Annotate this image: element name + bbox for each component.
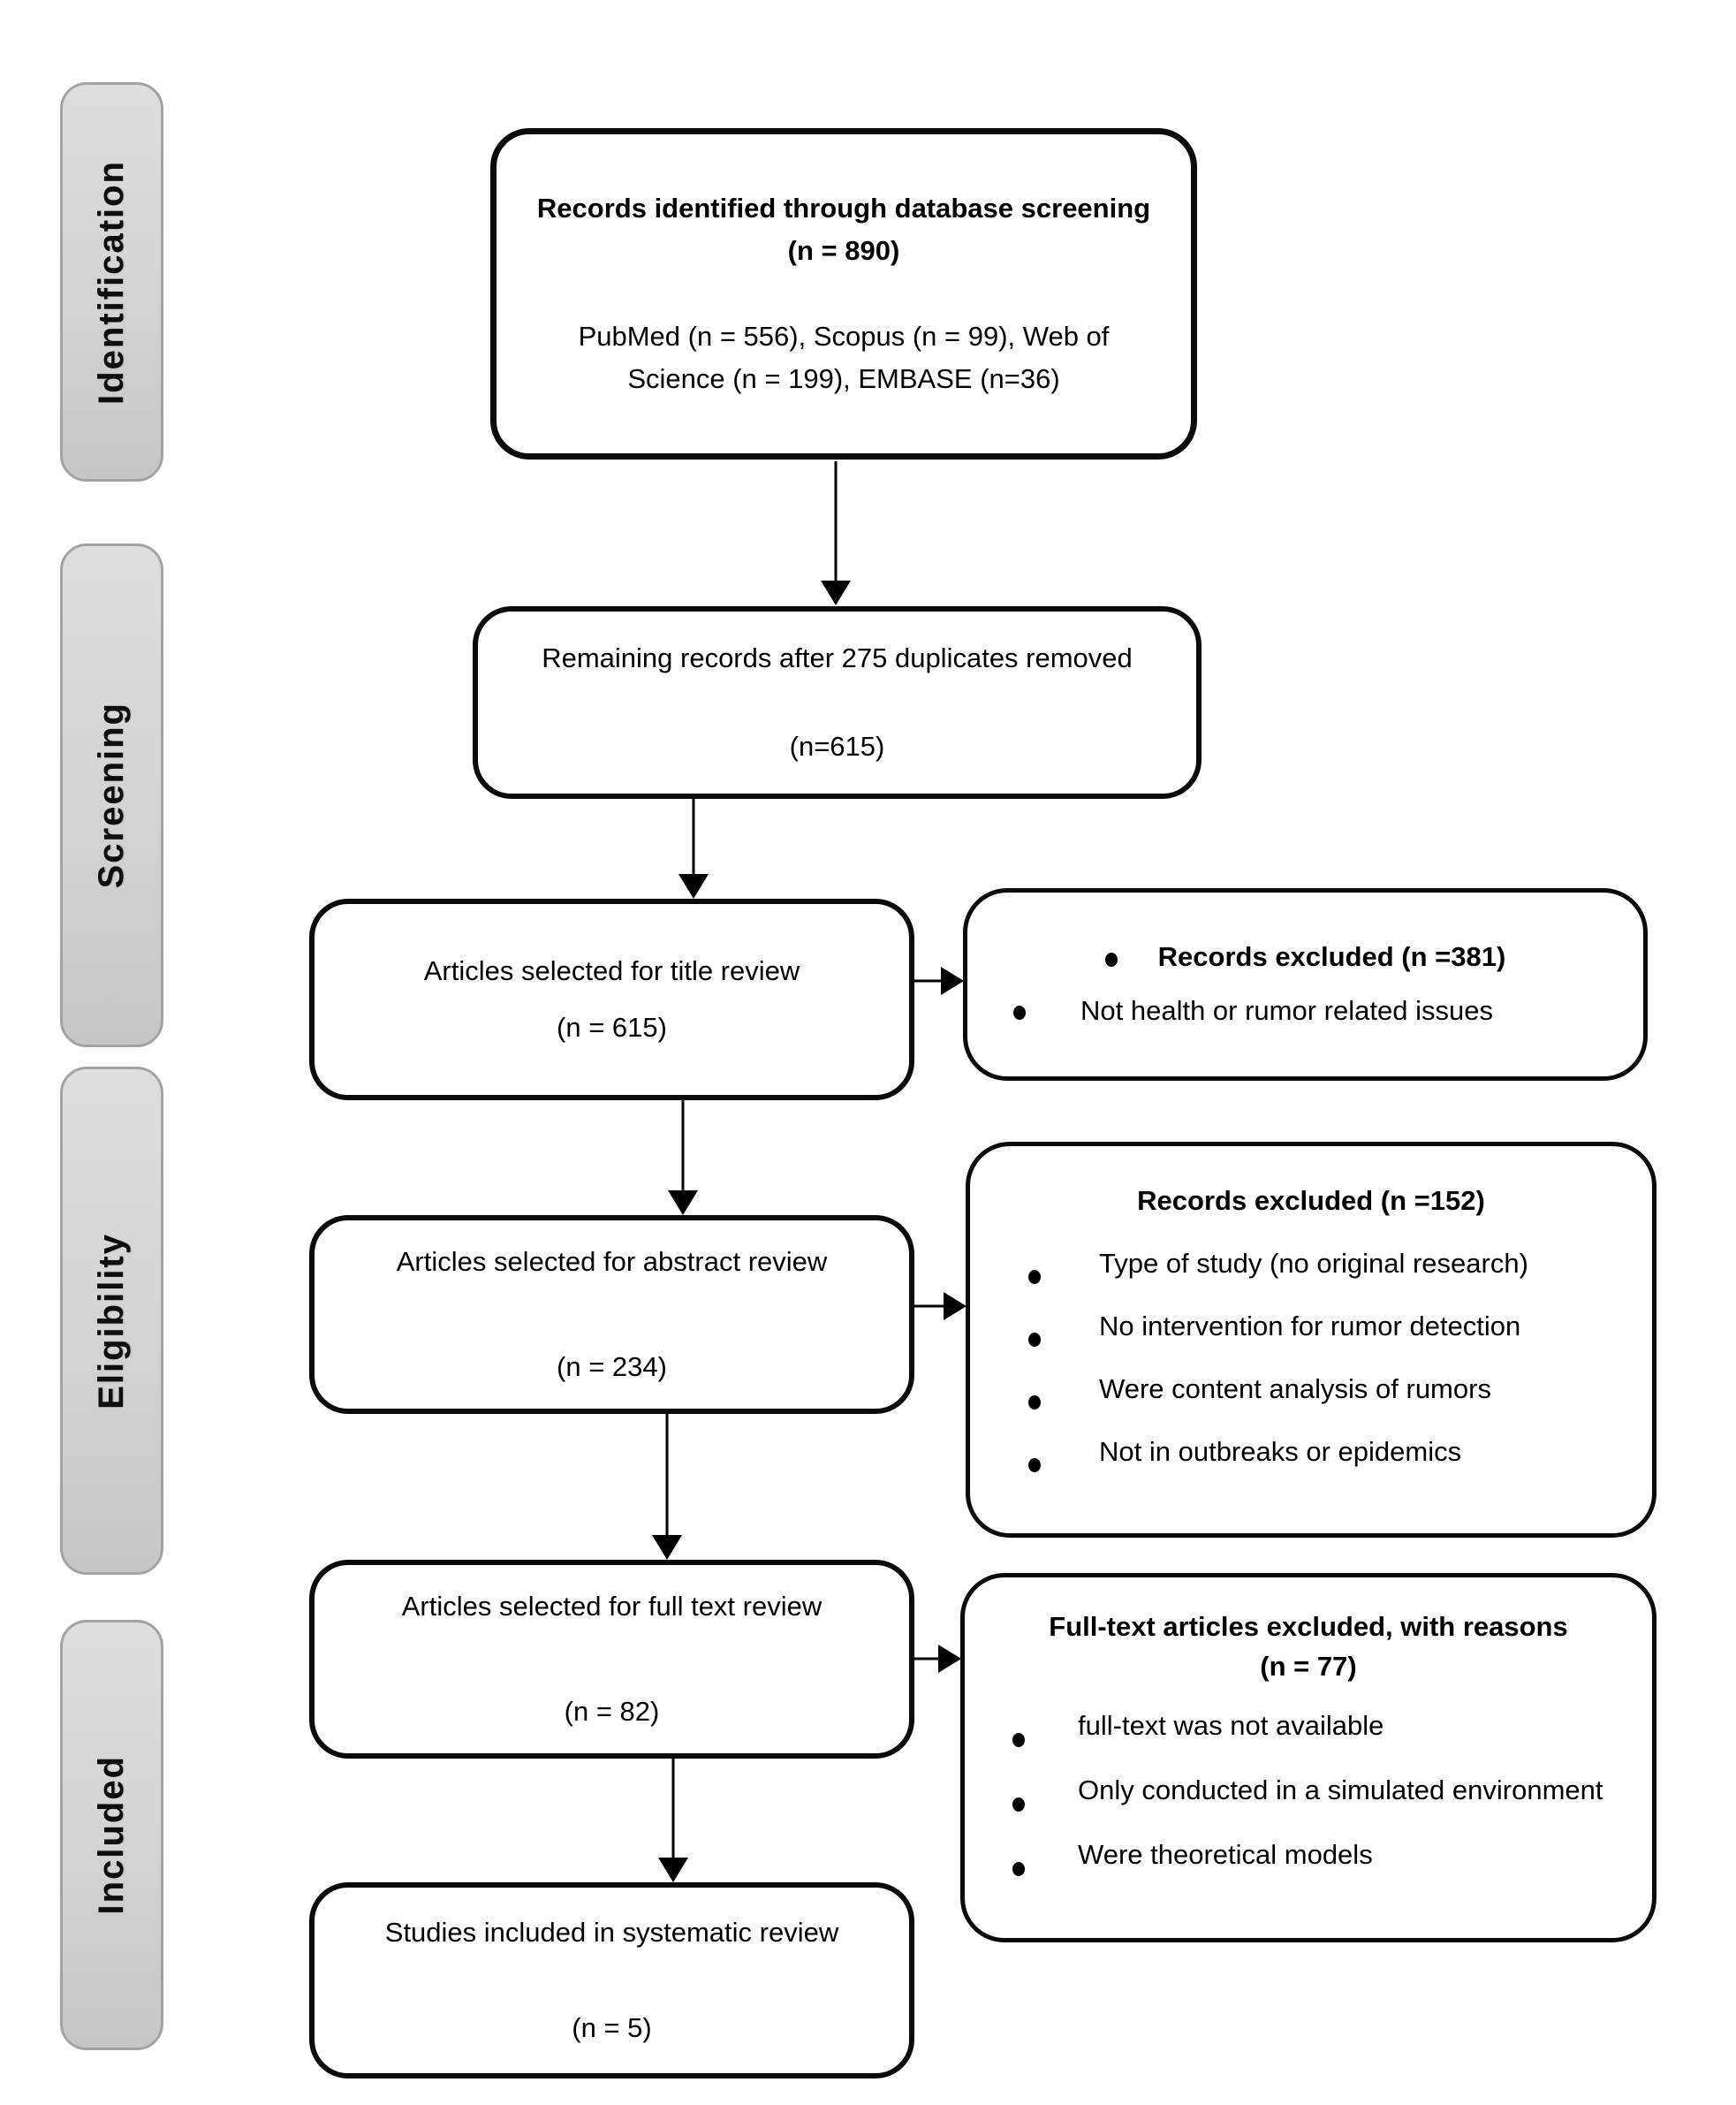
box-records-identified [490,128,1197,460]
bullet-icon [1105,953,1118,967]
exclusion-box-abstract-review [966,1142,1656,1538]
exclusion-abstract-reason-row [997,1432,1626,1495]
exclusion-fulltext-count: (n = 77) [1260,1650,1357,1682]
studies-included-count: (n = 5) [572,2012,652,2043]
bullet-icon [1028,1458,1041,1472]
records-identified-sources-line1: PubMed (n = 556), Scopus (n = 99), Web of [578,320,1110,352]
bullet-icon [1012,1862,1025,1876]
box-studies-included [309,1882,914,2078]
stage-eligibility-label: Eligibility [92,1232,131,1410]
arrow-abstract-to-fulltext-review-icon [651,1414,683,1560]
bullet-icon [1012,1797,1025,1812]
exclusion-title-review-reason-row [994,992,1617,1031]
exclusion-box-title-review [963,888,1648,1081]
exclusion-fulltext-reason-2: Only conducted in a simulated environment [1078,1774,1603,1805]
stage-screening-label: Screening [92,702,131,889]
title-review-count: (n = 615) [557,1012,667,1043]
exclusion-fulltext-heading: Full-text articles excluded, with reasons [1049,1611,1568,1642]
exclusion-fulltext-reason-row [991,1835,1626,1900]
records-identified-count: (n = 890) [787,235,900,267]
exclusion-abstract-review-heading: Records excluded (n =152) [1137,1185,1485,1216]
abstract-review-title: Articles selected for abstract review [396,1246,828,1278]
exclusion-fulltext-reason-3: Were theoretical models [1078,1838,1373,1870]
bullet-icon [1028,1333,1041,1347]
bullet-icon [1012,1733,1025,1747]
exclusion-abstract-reason-3: Were content analysis of rumors [1099,1372,1491,1404]
exclusion-abstract-reason-2: No intervention for rumor detection [1099,1310,1521,1341]
stage-screening [60,543,163,1047]
fulltext-review-title: Articles selected for full text review [401,1591,823,1622]
arrow-fulltext-to-included-icon [657,1759,689,1882]
exclusion-title-review-heading-row [994,938,1617,977]
arrow-abstract-review-exclusion-icon [913,1290,967,1322]
arrow-title-to-abstract-review-icon [667,1100,699,1215]
exclusion-fulltext-reason-1: full-text was not available [1078,1709,1384,1741]
bullet-icon [1028,1270,1041,1284]
stage-identification-label: Identification [92,159,131,405]
studies-included-title: Studies included in systematic review [384,1916,839,1948]
records-identified-sources-line2: Science (n = 199), EMBASE (n=36) [627,362,1060,394]
exclusion-title-review-heading: Records excluded (n =381) [1157,941,1506,973]
exclusion-fulltext-reason-row [991,1706,1626,1771]
arrow-dedup-to-title-review-icon [678,799,709,899]
exclusion-abstract-reason-4: Not in outbreaks or epidemics [1099,1435,1462,1467]
stage-eligibility [60,1067,163,1575]
title-review-title: Articles selected for title review [423,954,800,986]
exclusion-abstract-reason-row [997,1244,1626,1307]
arrow-identified-to-dedup-icon [820,461,852,605]
exclusion-title-review-reason: Not health or rumor related issues [1080,995,1493,1026]
box-fulltext-review [309,1560,914,1759]
stage-included [60,1620,163,2050]
bullet-icon [1028,1395,1041,1410]
abstract-review-count: (n = 234) [557,1350,667,1382]
duplicates-removed-count: (n=615) [789,731,885,762]
fulltext-review-count: (n = 82) [564,1695,660,1727]
exclusion-box-fulltext-review [960,1573,1656,1942]
exclusion-abstract-reason-1: Type of study (no original research) [1099,1247,1528,1279]
box-abstract-review [309,1215,914,1414]
exclusion-fulltext-reason-row [991,1771,1626,1835]
records-identified-title: Records identified through database screening [536,193,1151,224]
exclusion-abstract-reason-row [997,1307,1626,1370]
stage-identification [60,82,163,482]
arrow-fulltext-review-exclusion-icon [913,1643,961,1675]
stage-included-label: Included [92,1755,131,1915]
exclusion-abstract-reason-row [997,1370,1626,1432]
duplicates-removed-title: Remaining records after 275 duplicates removed [542,642,1133,673]
bullet-icon [1013,1006,1026,1020]
box-duplicates-removed [473,606,1202,799]
box-title-review [309,899,914,1100]
arrow-title-review-exclusion-icon [914,965,964,997]
